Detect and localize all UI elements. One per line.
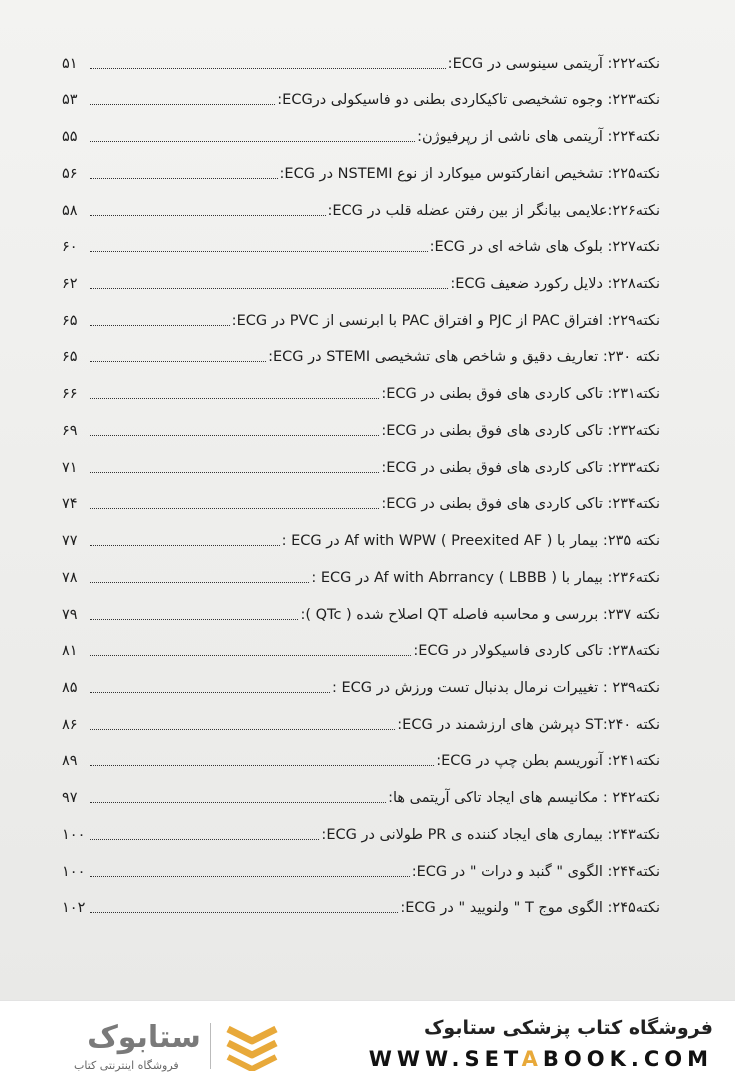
url-prefix: WWW.SET — [368, 1047, 522, 1071]
toc-entry[interactable] — [62, 701, 660, 738]
toc-entry-title: نکته۲۲۵: تشخیص انفارکتوس میوکارد از نوع NSTEMI در ECG: — [279, 165, 660, 182]
toc-entry-page-number: ۸۶ — [62, 716, 78, 733]
toc-entry[interactable] — [62, 40, 660, 77]
toc-entry-title: نکته۲۳۴: تاکی کاردی های فوق بطنی در ECG: — [381, 496, 660, 513]
toc-entry-title: نکته۲۲۶:علایمی بیانگر از بین رفتن عضله قلب در ECG: — [327, 202, 660, 219]
toc-entry-title: نکته۲۳۳: تاکی کاردی های فوق بطنی در ECG: — [381, 459, 660, 476]
dot-leader — [90, 398, 379, 399]
toc-entry-title: نکته۲۴۴: الگوی " گنبد و درات " در ECG: — [411, 863, 660, 880]
toc-entry-title: نکته۲۲۸: دلایل رکورد ضعیف ECG: — [450, 276, 660, 293]
toc-entry-title: نکته۲۲۴: آریتمی های ناشی از رپرفیوژن: — [417, 129, 660, 146]
store-name: فروشگاه کتاب پزشکی ستابوک — [423, 1017, 713, 1039]
toc-entry-title: نکته۲۲۳: وجوه تشخیصی تاکیکاردی بطنی دو فاسیکولی درECG: — [277, 92, 660, 109]
toc-entry-title: نکته۲۴۱: آنوریسم بطن چپ در ECG: — [436, 753, 660, 770]
setabook-logo-wordmark — [84, 1015, 204, 1055]
toc-entry-page-number: ۶۰ — [62, 239, 78, 256]
toc-entry-page-number: ۵۸ — [62, 202, 78, 219]
toc-entry[interactable] — [62, 297, 660, 334]
dot-leader — [90, 361, 266, 362]
toc-entry[interactable] — [62, 150, 660, 187]
dot-leader — [90, 288, 448, 289]
toc-entry-page-number: ۶۵ — [62, 312, 78, 329]
toc-entry-page-number: ۶۶ — [62, 386, 78, 403]
toc-entry[interactable] — [62, 738, 660, 775]
dot-leader — [90, 582, 309, 583]
toc-entry[interactable] — [62, 811, 660, 848]
toc-entry-page-number: ۵۶ — [62, 165, 78, 182]
toc-entry[interactable] — [62, 370, 660, 407]
dot-leader — [90, 655, 411, 656]
toc-entry-title: نکته۲۳۸: تاکی کاردی فاسیکولار در ECG: — [413, 643, 660, 660]
dot-leader — [90, 802, 386, 803]
logo-tagline: فروشگاه اینترنتی کتاب — [74, 1059, 179, 1072]
toc-entry-title: نکته ۲۳۵: بیمار با ( Af with WPW ( Preexited AF در ECG : — [281, 533, 660, 550]
toc-entry-title: نکته ۲۴۰:ST دپرشن های ارزشمند در ECG: — [397, 716, 660, 733]
toc-entry-title: نکته۲۳۲: تاکی کاردی های فوق بطنی در ECG: — [381, 422, 660, 439]
toc-entry-page-number: ۸۱ — [62, 643, 78, 660]
toc-entry-title: نکته۲۳۹ : تغییرات نرمال بدنبال تست ورزش در ECG : — [332, 679, 660, 696]
dot-leader — [90, 251, 428, 252]
dot-leader — [90, 912, 398, 913]
toc-entry[interactable] — [62, 77, 660, 114]
toc-entry[interactable] — [62, 517, 660, 554]
toc-entry-page-number: ۵۵ — [62, 129, 78, 146]
toc-entry-page-number: ۸۹ — [62, 753, 78, 770]
toc-entry-page-number: ۱۰۰ — [62, 826, 86, 843]
store-url[interactable] — [369, 1047, 713, 1071]
toc-entry[interactable] — [62, 885, 660, 922]
toc-entry-page-number: ۸۵ — [62, 679, 78, 696]
toc-entry-title: نکته۲۲۲: آریتمی سینوسی در ECG: — [447, 55, 660, 72]
toc-entry-page-number: ۶۵ — [62, 349, 78, 366]
dot-leader — [90, 729, 395, 730]
dot-leader — [90, 435, 379, 436]
dot-leader — [90, 325, 230, 326]
toc-entry-title: نکته۲۳۶: بیمار با ( Af with Abrrancy ( LBBB در ECG : — [311, 569, 660, 586]
toc-entry[interactable] — [62, 481, 660, 518]
toc-entry-page-number: ۶۲ — [62, 276, 78, 293]
toc-entry-page-number: ۱۰۲ — [62, 900, 86, 917]
toc-entry-page-number: ۱۰۰ — [62, 863, 86, 880]
toc-entry-title: نکته۲۴۲ : مکانیسم های ایجاد تاکی آریتمی ها: — [388, 790, 660, 807]
dot-leader — [90, 104, 275, 105]
toc-entry[interactable] — [62, 848, 660, 885]
dot-leader — [90, 141, 415, 142]
toc-entry[interactable] — [62, 260, 660, 297]
toc-entry-page-number: ۷۱ — [62, 459, 78, 476]
dot-leader — [90, 472, 379, 473]
toc-entry[interactable] — [62, 444, 660, 481]
logo-wordmark-text: ستابوک — [87, 1020, 201, 1055]
toc-entry-page-number: ۷۹ — [62, 606, 78, 623]
toc-entry[interactable] — [62, 187, 660, 224]
toc-entry-page-number: ۷۸ — [62, 569, 78, 586]
toc-entry-title: نکته۲۳۱: تاکی کاردی های فوق بطنی در ECG: — [381, 386, 660, 403]
book-chevron-icon — [224, 1021, 280, 1071]
toc-entry-page-number: ۹۷ — [62, 790, 78, 807]
toc-entry[interactable] — [62, 113, 660, 150]
dot-leader — [90, 215, 326, 216]
store-logo — [34, 1015, 284, 1075]
toc-entry[interactable] — [62, 334, 660, 371]
toc-entry-title: نکته ۲۳۷: بررسی و محاسبه فاصله QT اصلاح شده ( QTc ): — [300, 606, 660, 623]
toc-entry[interactable] — [62, 774, 660, 811]
dot-leader — [90, 765, 434, 766]
url-highlight: A — [521, 1047, 543, 1071]
toc-entry[interactable] — [62, 554, 660, 591]
toc-entry[interactable] — [62, 628, 660, 665]
toc-entry-page-number: ۵۳ — [62, 92, 78, 109]
logo-divider — [210, 1023, 211, 1069]
dot-leader — [90, 619, 298, 620]
toc-entry-title: نکته۲۲۷: بلوک های شاخه ای در ECG: — [429, 239, 660, 256]
toc-entry-title: نکته۲۴۳: بیماری های ایجاد کننده ی PR طولانی در ECG: — [321, 826, 660, 843]
table-of-contents — [62, 40, 660, 921]
toc-entry[interactable] — [62, 224, 660, 261]
toc-entry-title: نکته ۲۳۰: تعاریف دقیق و شاخص های تشخیصی STEMI در ECG: — [268, 349, 660, 366]
dot-leader — [90, 839, 319, 840]
store-footer-banner — [0, 1000, 735, 1081]
toc-entry[interactable] — [62, 664, 660, 701]
toc-entry[interactable] — [62, 407, 660, 444]
toc-entry-page-number: ۷۴ — [62, 496, 78, 513]
store-branding — [369, 1017, 713, 1071]
dot-leader — [90, 545, 280, 546]
dot-leader — [90, 692, 330, 693]
toc-entry-title: نکته۲۴۵: الگوی موج T " ولنویید " در ECG: — [400, 900, 660, 917]
url-suffix: BOOK.COM — [542, 1047, 713, 1071]
toc-entry-page-number: ۵۱ — [62, 55, 78, 72]
toc-entry-page-number: ۷۷ — [62, 533, 78, 550]
dot-leader — [90, 68, 446, 69]
toc-entry-title: نکته۲۲۹: افتراق PAC از PJC و افتراق PAC با ابرنسی از PVC در ECG: — [231, 312, 660, 329]
dot-leader — [90, 876, 410, 877]
dot-leader — [90, 178, 278, 179]
dot-leader — [90, 508, 379, 509]
toc-entry-page-number: ۶۹ — [62, 422, 78, 439]
toc-entry[interactable] — [62, 591, 660, 628]
